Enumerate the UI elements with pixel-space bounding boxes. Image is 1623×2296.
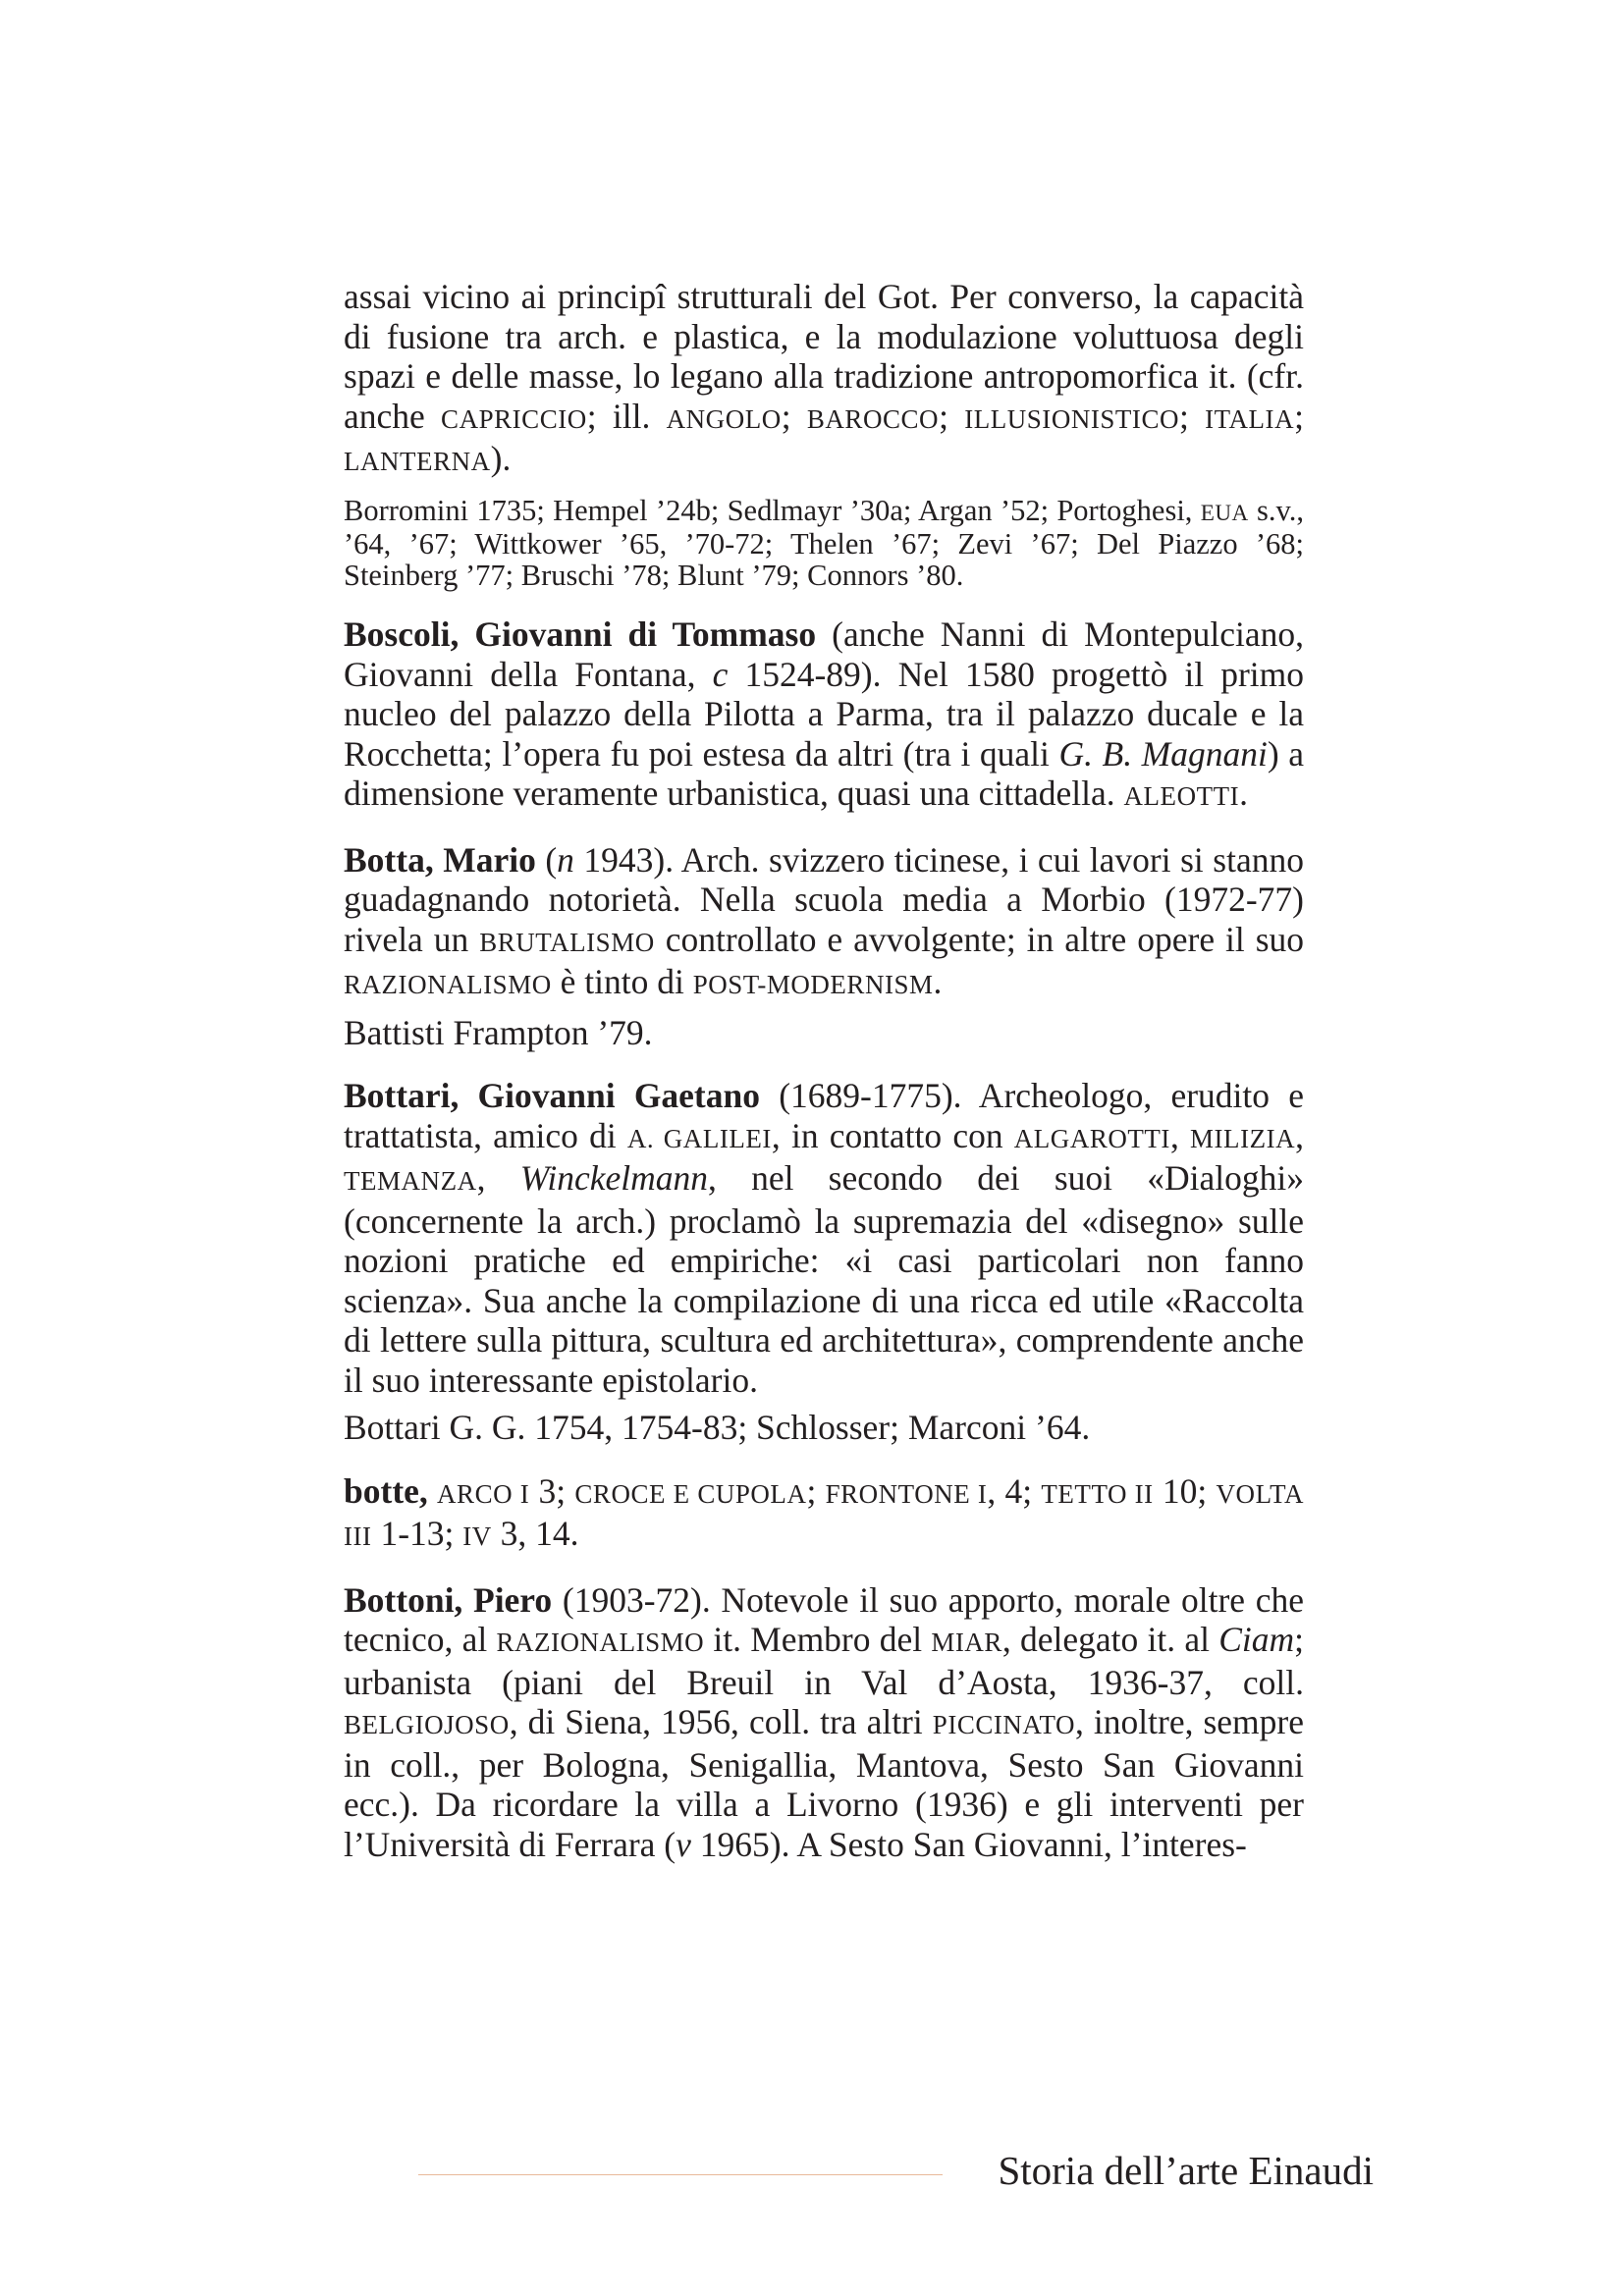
cross-ref-brutalismo[interactable]: BRUTALISMO	[479, 927, 655, 957]
cross-ref-lanterna[interactable]: LANTERNA	[344, 447, 491, 476]
cross-ref-razionalismo[interactable]: RAZIONALISMO	[344, 970, 552, 999]
person-magnani: G. B. Magnani	[1058, 733, 1268, 774]
headword-boscoli: Boscoli, Giovanni di Tommaso	[344, 614, 817, 654]
cross-ref-milizia[interactable]: MILIZIA	[1190, 1123, 1296, 1153]
cross-ref-piccinato[interactable]: PICCINATO	[932, 1710, 1075, 1739]
entry-bottoni: Bottoni, Piero (1903-72). Notevole il suo apporto, morale oltre che tecnico, al RAZIONALISMO it. Membro del MIAR, delegato it. al Ciam; urbanista (piani del Breuil in Val d’Aosta, 1936-37, coll. BELGIOJOSO, di Siena, 1956, coll. tra altri PICCINATO, inoltre, sempre in coll., per Bologna, Senigallia, Mantova, Sesto San Giovanni ecc.). Da ricordare la villa a Livorno (1936) e gli interventi per l’Università di Ferrara (v 1965). A Sesto San Giovanni, l’interes-	[344, 1579, 1305, 1864]
bibliography-bottari: Bottari G. G. 1754, 1754-83; Schlosser; Marconi ’64.	[344, 1408, 1091, 1447]
person-winckelmann: Winckelmann	[519, 1158, 708, 1198]
cross-ref-angolo[interactable]: ANGOLO	[666, 403, 782, 434]
cross-ref-capriccio[interactable]: CAPRICCIO	[441, 403, 587, 434]
headword-botte: botte,	[344, 1470, 428, 1511]
cross-ref-post-modernism[interactable]: POST-MODERNISM	[692, 970, 934, 999]
headword-botta: Botta, Mario	[344, 839, 536, 880]
abbrev-eua: EUA	[1200, 500, 1249, 526]
continuation-paragraph: assai vicino ai principî strutturali del Got. Per converso, la capacità di fusione tra arch. e plastica, e la modulazione voluttuosa degli spazi e delle masse, lo legano alla tradizione antropomorfica it. (cfr. anche CAPRICCIO; ill. ANGOLO; BAROCCO; ILLUSIONISTICO; ITALIA; LANTERNA).	[344, 277, 1304, 478]
cross-ref-miar[interactable]: MIAR	[931, 1628, 1002, 1657]
headword-bottari: Bottari, Giovanni Gaetano	[344, 1076, 760, 1115]
cross-ref-algarotti[interactable]: ALGAROTTI	[1013, 1123, 1170, 1153]
entry-boscoli: Boscoli, Giovanni di Tommaso (anche Nanni di Montepulciano, Giovanni della Fontana, c 1524-89). Nel 1580 progettò il primo nucleo del palazzo della Pilotta a Parma, tra il palazzo ducale e la Rocchetta; l’opera fu poi estesa da altri (tra i quali G. B. Magnani) a dimensione veramente urbanistica, quasi una cittadella. ALEOTTI.	[344, 614, 1304, 813]
cross-ref-arco[interactable]: ARCO I	[437, 1478, 530, 1509]
cross-ref-croce-e-cupola[interactable]: CROCE E CUPOLA	[574, 1478, 807, 1509]
term-ciam: Ciam	[1218, 1620, 1295, 1659]
cross-ref-frontone[interactable]: FRONTONE I	[825, 1478, 988, 1509]
bibliography-borromini: Borromini 1735; Hempel ’24b; Sedlmayr ’30a; Argan ’52; Portoghesi, EUA s.v., ’64, ’67; Wittkower ’65, ’70-72; Thelen ’67; Zevi ’67; Del Piazzo ’68; Steinberg ’77; Bruschi ’78; Blunt ’79; Connors ’80.	[344, 493, 1305, 592]
bibliography-botta: Battisti Frampton ’79.	[344, 1012, 653, 1052]
entry-bottari: Bottari, Giovanni Gaetano (1689-1775). Archeologo, erudito e trattatista, amico di A. GALILEI, in contatto con ALGAROTTI, MILIZIA, TEMANZA, Winckelmann, nel secondo dei suoi «Dialoghi» (concernente la arch.) proclamò la supremazia del «disegno» sulle nozioni pratiche ed empiriche: «i casi particolari non fanno scienza». Sua anche la compilazione di una ricca ed utile «Raccolta di lettere sulla pittura, scultura ed architettura», comprendente anche il suo interessante epistolario.	[344, 1076, 1305, 1400]
cross-ref-volta-iv[interactable]: IV	[462, 1522, 492, 1551]
cross-ref-aleotti[interactable]: ALEOTTI	[1123, 781, 1240, 811]
cross-ref-volta[interactable]: VOLTA III	[344, 1478, 1304, 1551]
cross-ref-belgiojoso[interactable]: BELGIOJOSO	[344, 1710, 510, 1739]
footer-divider	[418, 2174, 943, 2175]
entry-botte: botte, ARCO I 3; CROCE E CUPOLA; FRONTONE I, 4; TETTO II 10; VOLTA III 1-13; IV 3, 14.	[344, 1470, 1304, 1553]
cross-ref-illusionistico[interactable]: ILLUSIONISTICO	[964, 403, 1179, 434]
footer-title: Storia dell’arte Einaudi	[998, 2148, 1374, 2193]
cross-ref-temanza[interactable]: TEMANZA	[344, 1166, 477, 1196]
cross-ref-tetto[interactable]: TETTO II	[1041, 1478, 1154, 1509]
cross-ref-barocco[interactable]: BAROCCO	[806, 403, 940, 434]
headword-bottoni: Bottoni, Piero	[344, 1579, 553, 1620]
cross-ref-razionalismo[interactable]: RAZIONALISMO	[496, 1628, 705, 1657]
text-column	[344, 277, 1304, 1864]
cross-ref-galilei[interactable]: A. GALILEI	[626, 1123, 772, 1153]
cross-ref-italia[interactable]: ITALIA	[1205, 403, 1295, 434]
entry-botta: Botta, Mario (n 1943). Arch. svizzero ticinese, i cui lavori si stanno guadagnando notorietà. Nella scuola media a Morbio (1972-77) rivela un BRUTALISMO controllato e avvolgente; in altre opere il suo RAZIONALISMO è tinto di POST-MODERNISM.	[344, 839, 1305, 1001]
